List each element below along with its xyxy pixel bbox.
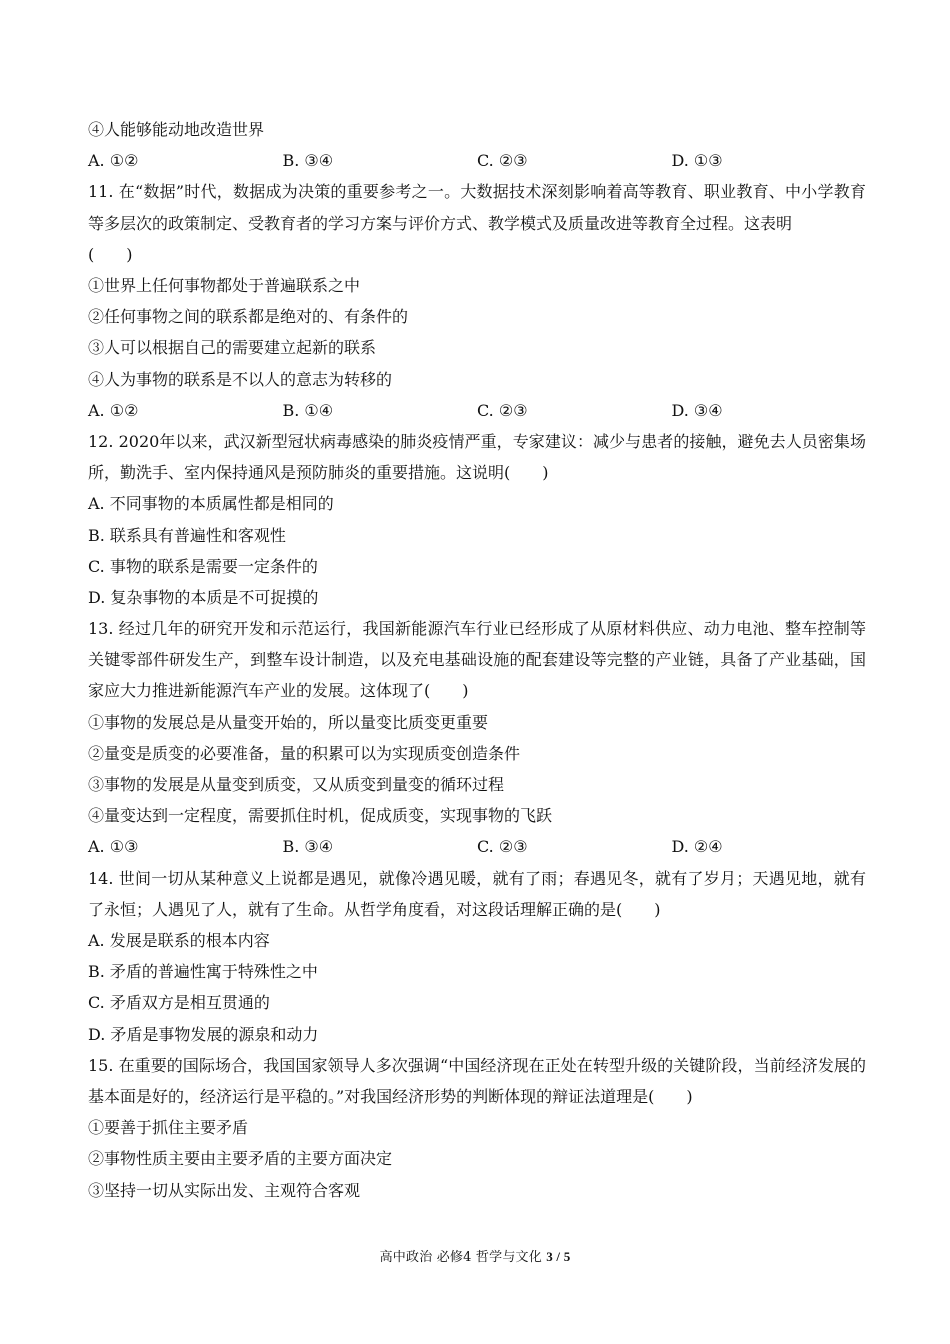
q14-option-a: A. 发展是联系的根本内容 <box>88 931 270 951</box>
q13-stem: 13. 经过几年的研究开发和示范运行，我国新能源汽车行业已经形成了从原材料供应、动力电池、整车控制等关键零部件研发生产，到整车设计制造，以及充电基础设施的配套建设等完整的产业链，具备了产业基础，国家应大力推进新能源汽车产业的发展。这体现了( ) <box>88 619 866 701</box>
q11-options <box>88 395 866 426</box>
q11-option-b: B. ①④ <box>282 400 334 420</box>
q13-item-1: ①事物的发展总是从量变开始的，所以量变比质变更重要 <box>88 712 489 732</box>
q12-option-c: C. 事物的联系是需要一定条件的 <box>88 556 318 576</box>
q13-item-3: ③事物的发展是从量变到质变，又从质变到量变的循环过程 <box>88 775 505 795</box>
q11-answer-paren: ( ) <box>88 244 133 264</box>
q11-option-d: D. ③④ <box>671 400 723 420</box>
q15-item-3: ③坚持一切从实际出发、主观符合客观 <box>88 1180 361 1200</box>
q10-option-c: C. ②③ <box>477 151 528 171</box>
q13-item-2: ②量变是质变的必要准备，量的积累可以为实现质变创造条件 <box>88 743 521 763</box>
q13-option-a: A. ①③ <box>88 837 139 857</box>
q12-option-d: D. 复杂事物的本质是不可捉摸的 <box>88 587 319 607</box>
q10-option-b: B. ③④ <box>282 151 334 171</box>
q15-stem: 15. 在重要的国际场合，我国国家领导人多次强调“中国经济现在正处在转型升级的关键阶段，当前经济发展的基本面是好的，经济运行是平稳的。”对我国经济形势的判断体现的辩证法道理是( ) <box>88 1055 866 1106</box>
q11-item-1: ①世界上任何事物都处于普遍联系之中 <box>88 275 361 295</box>
q11-option-c: C. ②③ <box>477 400 528 420</box>
q11-stem: 11. 在“数据”时代，数据成为决策的重要参考之一。大数据技术深刻影响着高等教育、职业教育、中小学教育等多层次的政策制定、受教育者的学习方案与评价方式、教学模式及质量改进等教育全过程。这表明 <box>88 182 866 233</box>
q11-item-4: ④人为事物的联系是不以人的意志为转移的 <box>88 369 393 389</box>
q12-option-a: A. 不同事物的本质属性都是相同的 <box>88 494 334 514</box>
q14-option-b: B. 矛盾的普遍性寓于特殊性之中 <box>88 962 318 982</box>
q11-item-3: ③人可以根据自己的需要建立起新的联系 <box>88 338 377 358</box>
q10-options <box>88 145 866 176</box>
q13-option-b: B. ③④ <box>282 837 334 857</box>
q12-option-b: B. 联系具有普遍性和客观性 <box>88 525 286 545</box>
exam-page-content <box>88 114 866 1206</box>
q11-item-2: ②任何事物之间的联系都是绝对的、有条件的 <box>88 307 409 327</box>
q13-options <box>88 831 866 862</box>
q11-option-a: A. ①② <box>88 400 139 420</box>
q13-option-d: D. ②④ <box>671 837 723 857</box>
q14-option-d: D. 矛盾是事物发展的源泉和动力 <box>88 1024 319 1044</box>
q15-item-1: ①要善于抓住主要矛盾 <box>88 1118 249 1138</box>
q14-stem: 14. 世间一切从某种意义上说都是遇见，就像冷遇见暖，就有了雨；春遇见冬，就有了岁月；天遇见地，就有了永恒；人遇见了人，就有了生命。从哲学角度看，对这段话理解正确的是( ) <box>88 868 866 919</box>
q10-item-4: ④人能够能动地改造世界 <box>88 120 265 139</box>
q15-item-2: ②事物性质主要由主要矛盾的主要方面决定 <box>88 1149 393 1169</box>
q10-option-d: D. ①③ <box>671 151 723 171</box>
q13-item-4: ④量变达到一定程度，需要抓住时机，促成质变，实现事物的飞跃 <box>88 806 553 826</box>
q13-option-c: C. ②③ <box>477 837 528 857</box>
page-footer <box>0 1246 950 1265</box>
q12-stem: 12. 2020年以来，武汉新型冠状病毒感染的肺炎疫情严重，专家建议：减少与患者的接触，避免去人员密集场所，勤洗手、室内保持通风是预防肺炎的重要措施。这说明( ) <box>88 431 866 483</box>
q10-option-a: A. ①② <box>88 151 139 171</box>
page-number: 3 / 5 <box>546 1249 571 1264</box>
footer-label: 高中政治 必修4 哲学与文化 <box>379 1250 542 1265</box>
q14-option-c: C. 矛盾双方是相互贯通的 <box>88 993 270 1013</box>
